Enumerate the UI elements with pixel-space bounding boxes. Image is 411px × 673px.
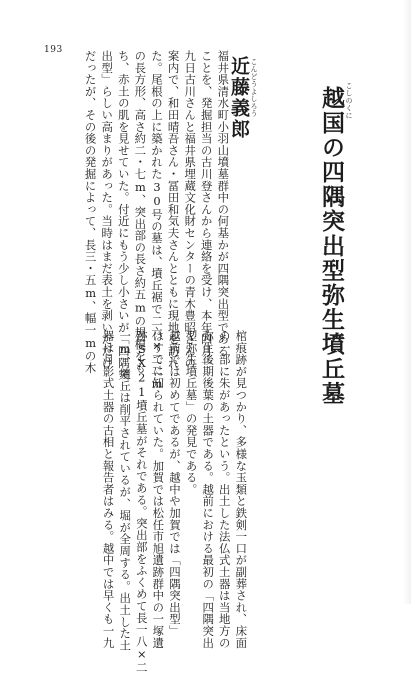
text-line: 出型」らしい高まりがあった。当時はまだ表土を剥いだだけ (100, 50, 115, 369)
text-line: 弥生後期後葉の土器である。越前における最初の「四隅突出 (201, 330, 216, 649)
text-line: 福井県清水町小羽山墳墓群中の何基かが四隅突出型である (216, 50, 231, 357)
text-line: はすでに知られていた。加賀では松任市旭遺跡群中の一塚遺 (151, 330, 166, 649)
text-line: ち、赤土の肌を見せていた。付近にもう少し小さいが「四隅突 (116, 50, 131, 381)
article-title: 越国の四隅突出型弥生墳丘墓 (318, 86, 345, 406)
text-line: 一m、墳丘は削平されているが、堀が全周する。出土した土 (118, 330, 133, 652)
text-line: の一部に朱があったという。出土した法仏式土器は当地方の (217, 330, 232, 649)
text-line: 型弥生墳丘墓」の発見である。 (184, 330, 199, 496)
author-name: 近藤義郎 (228, 56, 250, 140)
text-line: 器は月影式土器の古相と報告者はみる。越中では早くも一九 (101, 330, 116, 649)
text-line: 九日古川さんと福井県埋蔵文化財センターの青木豊昭さんの (183, 50, 198, 369)
page-number: 193 (44, 45, 63, 55)
body-text-upper (82, 50, 231, 391)
title-ruby: こしのくに (345, 82, 353, 120)
text-line: 跡SX21墳丘墓がそれである。突出部をふくめて長一八×二 (134, 330, 149, 673)
text-line: ことを、発掘担当の古川登さんから連絡を受け、本年四月一 (199, 50, 214, 369)
text-line: た。尾根の上に築かれた30号の墓は、墳丘裾で二六×二二m (149, 50, 164, 391)
text-line: だったが、その後の発掘によって、長三・五m、幅一mの木 (83, 50, 98, 374)
body-text-lower (100, 330, 249, 673)
scan-edge-shadow (403, 0, 411, 604)
text-line: 案内で、和田晴吾さん・冨田和気夫さんとともに現地を訪れ (166, 50, 181, 369)
text-line: 越前では初めてであるが、越中や加賀では「四隅突出型」 (167, 330, 182, 637)
author-ruby: こんどうよしろう (250, 58, 258, 118)
text-line: の長方形、高さ約二・七m、突出部の長さ約五mの規模をも (133, 50, 148, 374)
text-line: 棺痕跡が見つかり、多様な玉類と鉄剣一口が副葬され、床面 (234, 330, 249, 649)
